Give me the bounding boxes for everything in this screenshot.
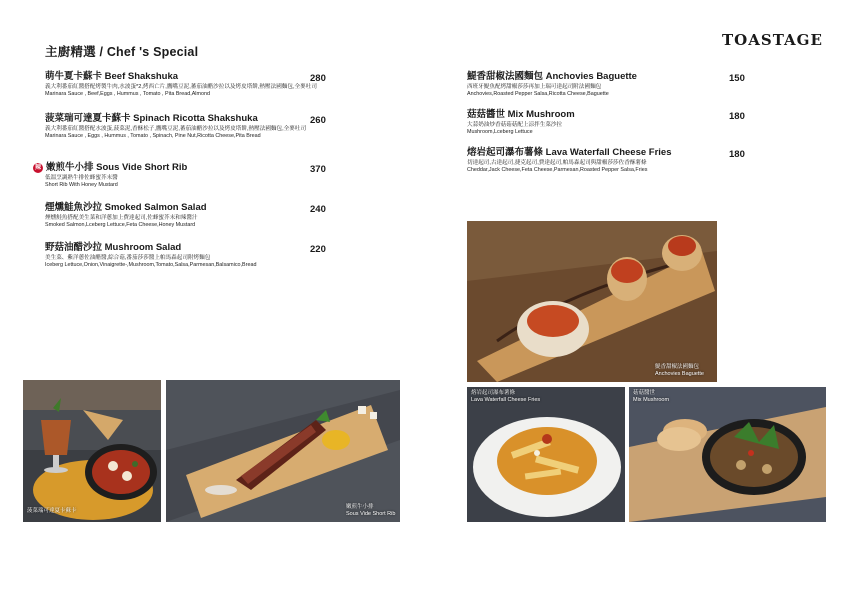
menu-item-salmon-salad: [45, 202, 335, 229]
item-name: 煙燻鮭魚沙拉 Smoked Salmon Salad: [45, 202, 207, 213]
photo-caption-en: Mix Mushroom: [633, 397, 670, 403]
item-desc-zh: 美生菜、紫洋蔥佐油醋醬,綜合菇,番茄莎莎醬上帕馬森起司附烤麵包: [45, 255, 211, 261]
item-price: 370: [310, 164, 326, 175]
item-price: 240: [310, 204, 326, 215]
spicy-badge-icon: 辣: [34, 165, 41, 171]
mix-mushroom-photo: [629, 387, 826, 522]
item-price: 180: [729, 149, 745, 160]
photo-caption-zh: 嫩煎牛小排: [346, 504, 374, 510]
menu-item-cheese-fries: [467, 147, 757, 174]
item-desc-en: Short Rib With Honey Mustard: [45, 182, 118, 188]
item-name: 菇菇醬世 Mix Mushroom: [467, 109, 575, 120]
photo-caption-en: Lava Waterfall Cheese Fries: [471, 397, 541, 403]
item-desc-en: Marinara Sauce , Eggs , Hummus , Tomato , Spinach, Pine Nut,Ricotta Cheese,Pita Bread: [45, 133, 261, 139]
menu-item-short-rib: [33, 162, 323, 189]
brand-logo: TOASTAGE: [722, 31, 823, 49]
item-name: 鯷香甜椒法國麵包 Anchovies Baguette: [467, 71, 637, 82]
photo-caption-zh: 菠菜瑞可達夏卡蘇卡: [27, 508, 77, 514]
item-desc-en: Anchovies,Roasted Pepper Salsa,Ricotta Cheese,Baguette: [467, 91, 609, 97]
photo-caption-en: Anchovies Baguette: [655, 371, 704, 377]
menu-item-spinach-shakshuka: [45, 113, 335, 140]
item-desc-zh: 切達起司,古達起司,捷克起司,費達起司,帕馬森起司與甜椒莎莎佐香酥薯條: [467, 160, 647, 166]
menu-item-anchovies-baguette: [467, 71, 757, 98]
menu-item-mushroom-salad: [45, 242, 335, 269]
item-desc-en: Mushroom,Lceberg Lettuce: [467, 129, 533, 135]
item-desc-zh: 大蒜奶油炒香菇菇菇配上涼拌生菜沙拉: [467, 122, 563, 128]
short-rib-photo: [166, 380, 400, 522]
item-name: 野菇油醋沙拉 Mushroom Salad: [45, 242, 182, 253]
section-title: 主廚精選 / Chef 's Special: [45, 45, 199, 59]
item-desc-en: Smoked Salmon,Lceberg Lettuce,Feta Cheese,Honey Mustard: [45, 222, 196, 228]
shakshuka-photo: [23, 380, 161, 522]
item-desc-zh: 西班牙鯷魚配烤甜椒莎莎再加上瑞可達起司附法國麵包: [467, 84, 602, 90]
item-desc-zh: 煙燻鮭魚搭配美生菜和洋蔥加上費達起司,佐蜂蜜芥末和辣醬汁: [45, 215, 198, 221]
item-price: 220: [310, 244, 326, 255]
item-desc-en: Marinara Sauce , Beef,Eggs , Hummus , Tomato , Pita Bread,Almond: [45, 91, 210, 97]
photo-caption-zh: 菇菇醬世: [633, 390, 656, 396]
item-name: 熔岩起司瀑布薯條 Lava Waterfall Cheese Fries: [467, 147, 672, 158]
photo-caption-zh: 鯷香甜椒法國麵包: [655, 364, 700, 370]
item-name: 萌牛夏卡蘇卡 Beef Shakshuka: [45, 71, 179, 82]
item-price: 180: [729, 111, 745, 122]
anchovies-baguette-photo: [467, 221, 717, 382]
item-desc-en: Iceberg Lettuce,Onion,Vinaigrette-,Mushroom,Tomato,Salsa,Parmesan,Balsamico,Bread: [45, 262, 257, 268]
item-price: 150: [729, 73, 745, 84]
item-name: 菠菜瑞可達夏卡蘇卡 Spinach Ricotta Shakshuka: [45, 113, 258, 124]
item-desc-zh: 義大利番茄紅醬搭配水波蛋,菠菜泥,香酥松子,鷹嘴豆泥,蕃茄油醋沙拉以及烤皮塔餅,熱壓法國麵包,全麥吐司: [45, 126, 307, 132]
item-name-row: [33, 162, 323, 174]
photo-caption-zh: 熔岩起司瀑布薯條: [471, 390, 516, 396]
photo-caption-en: Sous Vide Short Rib: [346, 511, 396, 517]
menu-item-beef-shakshuka: [45, 71, 335, 98]
menu-item-mix-mushroom: [467, 109, 757, 136]
cheese-fries-photo: [467, 387, 625, 522]
item-desc-en: Cheddar,Jack Cheese,Feta Cheese,Parmesan,Roasted Pepper Salsa,Fries: [467, 167, 648, 173]
item-price: 280: [310, 73, 326, 84]
item-desc-zh: 低溫烹調熟牛排佐蜂蜜芥末醬: [45, 175, 118, 181]
item-name: 嫩煎牛小排 Sous Vide Short Rib: [46, 162, 188, 173]
item-desc-zh: 義大利番茄紅醬搭配烤製牛肉,水波蛋*2,烤西亡片,鷹嘴豆泥,蕃茄油醋沙拉以及烤皮塔餅,熱壓法國麵包,全麥吐司: [45, 84, 317, 90]
item-price: 260: [310, 115, 326, 126]
